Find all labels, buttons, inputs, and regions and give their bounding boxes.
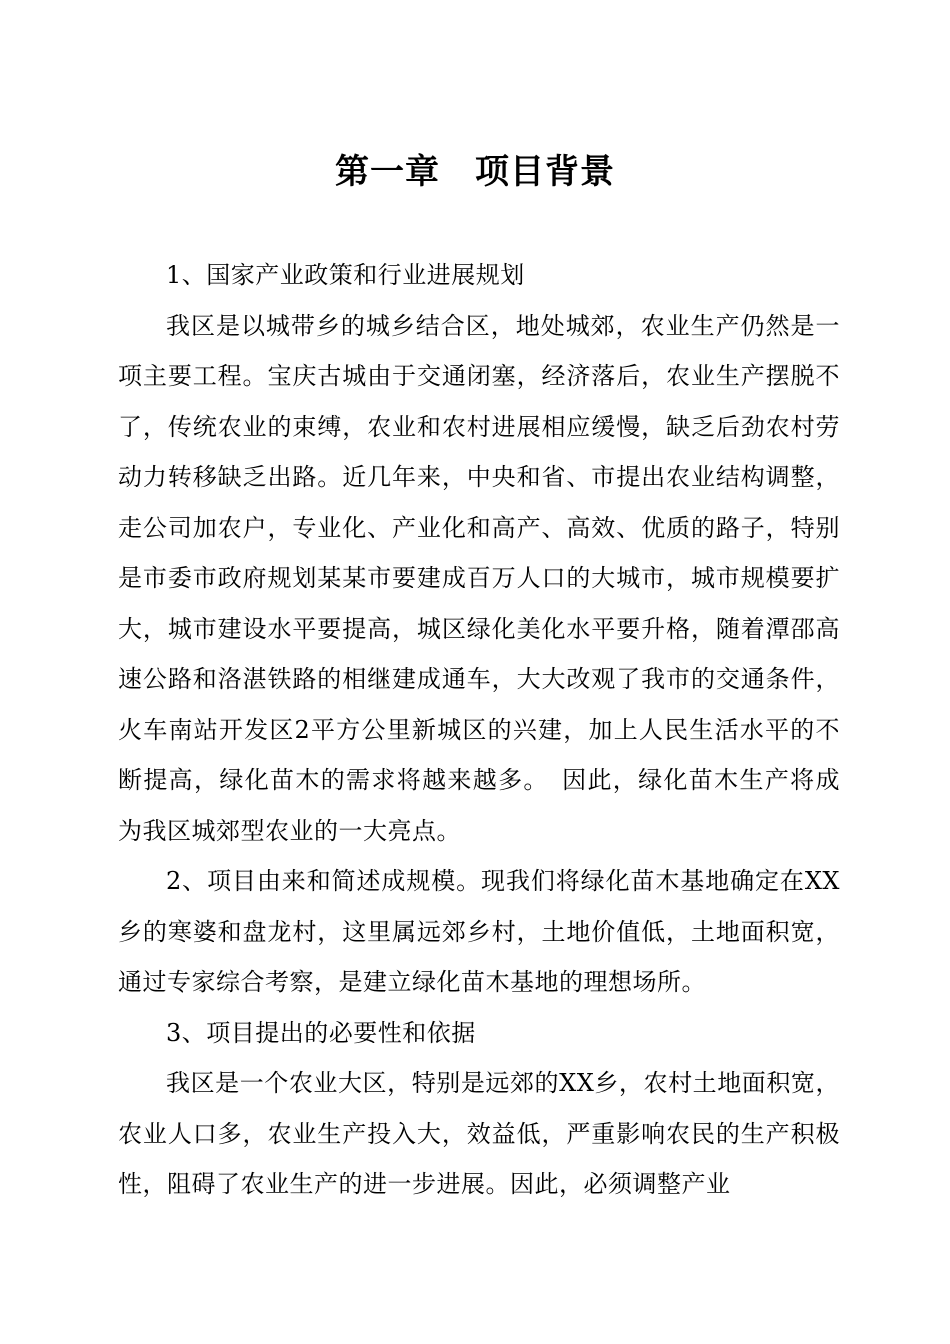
section-heading-3: 3、项目提出的必要性和依据 <box>166 1018 476 1047</box>
paragraph-necessity: 我区是一个农业大区，特别是远郊的XX乡，农村土地面积宽，农业人口多，农业生产投入大，效益低，严重影响农民的生产积极性，阻碍了农业生产的进一步进展。因此，必须调整产业 <box>118 1069 840 1198</box>
paragraph-background: 我区是以城带乡的城乡结合区，地处城郊，农业生产仍然是一项主要工程。宝庆古城由于交通闭塞，经济落后，农业生产摆脱不了，传统农业的束缚，农业和农村进展相应缓慢，缺乏后劲农村劳动力转移缺乏出路。近几年来，中央和省、市提出农业结构调整，走公司加农户，专业化、产业化和高产、高效、优质的路子，特别是市委市政府规划某某市要建成百万人口的大城市，城市规模要扩大，城市建设水平要提高，城区绿化美化水平要升格，随着潭邵高速公路和洛湛铁路的相继建成通车，大大改观了我市的交通条件，火车南站开发区2平方公里新城区的兴建，加上人民生活水平的不断提高，绿化苗木的需求将越来越多。 因此，绿化苗木生产将成为我区城郊型农业的一大亮点。 <box>118 311 840 845</box>
chapter-title: 第一章 项目背景 <box>335 152 615 192</box>
paragraph-project-origin: 2、项目由来和简述成规模。现我们将绿化苗木基地确定在XX乡的寒婆和盘龙村，这里属远郊乡村，土地价值低，土地面积宽，通过专家综合考察，是建立绿化苗木基地的理想场所。 <box>118 867 840 996</box>
section-heading-1: 1、国家产业政策和行业进展规划 <box>166 261 525 289</box>
document-body <box>118 250 840 1210</box>
